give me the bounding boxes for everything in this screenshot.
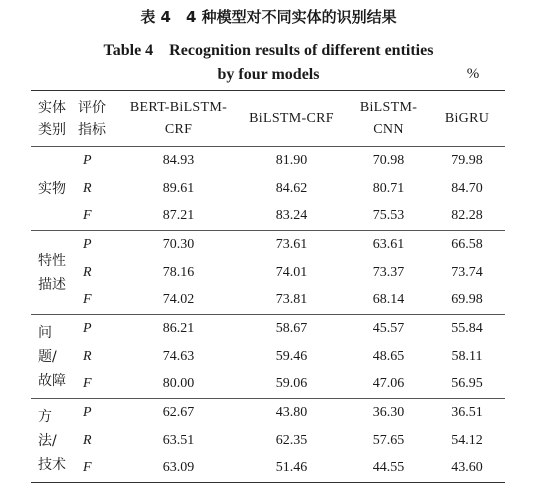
value-cell: 59.06: [275, 376, 308, 392]
metric-cell: P: [70, 231, 122, 259]
value-cell: 55.84: [429, 315, 505, 343]
entity-category-label: 特性: [38, 252, 66, 269]
value-cell: 78.16: [162, 264, 195, 280]
metric-cell: F: [83, 376, 92, 392]
entity-category-label: 故障: [38, 372, 66, 389]
header-text: BiLSTM-CRF: [249, 110, 334, 126]
value-cell: 62.35: [275, 432, 308, 448]
metric-cell: R: [83, 432, 92, 448]
metric-cell: P: [70, 147, 122, 175]
header-text: BERT-BiLSTM-: [129, 99, 228, 115]
entity-category-label: 问题/: [38, 324, 57, 365]
entity-category-label: 方法/: [38, 408, 57, 449]
value-cell: 74.01: [275, 264, 308, 280]
value-cell: 63.51: [162, 432, 195, 448]
metric-cell: R: [83, 348, 92, 364]
table-row: [31, 147, 505, 175]
value-cell: 80.00: [162, 376, 195, 392]
value-cell: 82.28: [451, 208, 483, 224]
table-row: [31, 175, 505, 203]
metric-cell: F: [83, 292, 92, 308]
table-caption-chinese: 表 4 4 种模型对不同实体的识别结果: [140, 8, 397, 26]
value-cell: 80.71: [372, 180, 405, 196]
value-cell: 62.67: [122, 399, 235, 427]
value-cell: 45.57: [348, 315, 429, 343]
value-cell: 48.65: [372, 348, 405, 364]
value-cell: 73.37: [372, 264, 405, 280]
table-row: [31, 259, 505, 287]
value-cell: 58.67: [235, 315, 348, 343]
value-cell: 74.02: [162, 292, 195, 308]
table-caption-english-continued: by four models: [217, 66, 320, 83]
value-cell: 51.46: [235, 455, 348, 483]
metric-cell: R: [83, 264, 92, 280]
results-table: [31, 90, 505, 483]
value-cell: 69.98: [451, 292, 483, 308]
value-cell: 84.70: [451, 180, 483, 196]
value-cell: 73.81: [275, 292, 308, 308]
value-cell: 73.61: [235, 231, 348, 259]
model-header-bilstm-cnn: [348, 91, 429, 147]
value-cell: 54.12: [451, 432, 483, 448]
value-cell: 43.60: [429, 455, 505, 483]
value-cell: 81.90: [235, 147, 348, 175]
table-row: [31, 343, 505, 371]
header-text: CRF: [164, 121, 193, 137]
table-caption-english: Table 4 Recognition results of different entities: [103, 42, 434, 59]
value-cell: 43.80: [235, 399, 348, 427]
value-cell: 59.46: [275, 348, 308, 364]
table-row: [31, 287, 505, 315]
table-row: [31, 231, 505, 259]
value-cell: 68.14: [372, 292, 405, 308]
table-row: [31, 427, 505, 455]
table-header-row: [31, 91, 505, 147]
header-text: 实体: [38, 99, 66, 116]
value-cell: 79.98: [429, 147, 505, 175]
entity-category-label: 实物: [38, 180, 66, 197]
value-cell: 47.06: [372, 376, 405, 392]
value-cell: 56.95: [451, 376, 483, 392]
value-cell: 86.21: [122, 315, 235, 343]
value-cell: 63.09: [122, 455, 235, 483]
table-row: [31, 399, 505, 427]
metric-cell: F: [83, 208, 92, 224]
model-header-bert-bilstm-crf: [122, 91, 235, 147]
value-cell: 74.63: [162, 348, 195, 364]
table-row: [31, 371, 505, 399]
entity-category-label: 描述: [38, 276, 66, 293]
value-cell: 70.30: [122, 231, 235, 259]
table-row: [31, 203, 505, 231]
metric-cell: F: [70, 455, 122, 483]
value-cell: 84.62: [275, 180, 308, 196]
entity-category-cell: [31, 231, 70, 315]
metric-cell: P: [70, 399, 122, 427]
header-text: 评价: [78, 99, 106, 116]
header-text: 指标: [78, 121, 106, 138]
entity-category-cell: [31, 399, 70, 483]
value-cell: 63.61: [348, 231, 429, 259]
header-text: BiGRU: [444, 110, 490, 126]
value-cell: 70.98: [348, 147, 429, 175]
entity-category-label: 技术: [38, 456, 66, 473]
metric-header: [70, 91, 122, 147]
value-cell: 44.55: [348, 455, 429, 483]
unit-label: %: [466, 66, 480, 82]
header-text: BiLSTM-: [359, 99, 418, 115]
model-header-bilstm-crf: [235, 91, 348, 147]
metric-cell: P: [70, 315, 122, 343]
metric-cell: R: [83, 180, 92, 196]
value-cell: 83.24: [275, 208, 308, 224]
entity-category-cell: [31, 147, 70, 231]
value-cell: 36.51: [429, 399, 505, 427]
header-text: CNN: [373, 121, 404, 137]
entity-category-header: [31, 91, 70, 147]
table-row: [31, 455, 505, 483]
value-cell: 66.58: [429, 231, 505, 259]
value-cell: 73.74: [451, 264, 483, 280]
value-cell: 58.11: [451, 348, 483, 364]
value-cell: 57.65: [372, 432, 405, 448]
value-cell: 84.93: [122, 147, 235, 175]
model-header-bigru: [429, 91, 505, 147]
entity-category-cell: [31, 315, 70, 399]
value-cell: 75.53: [372, 208, 405, 224]
value-cell: 87.21: [162, 208, 195, 224]
table-body: [31, 147, 505, 483]
table-row: [31, 315, 505, 343]
value-cell: 89.61: [162, 180, 195, 196]
value-cell: 36.30: [348, 399, 429, 427]
header-text: 类别: [38, 121, 66, 138]
